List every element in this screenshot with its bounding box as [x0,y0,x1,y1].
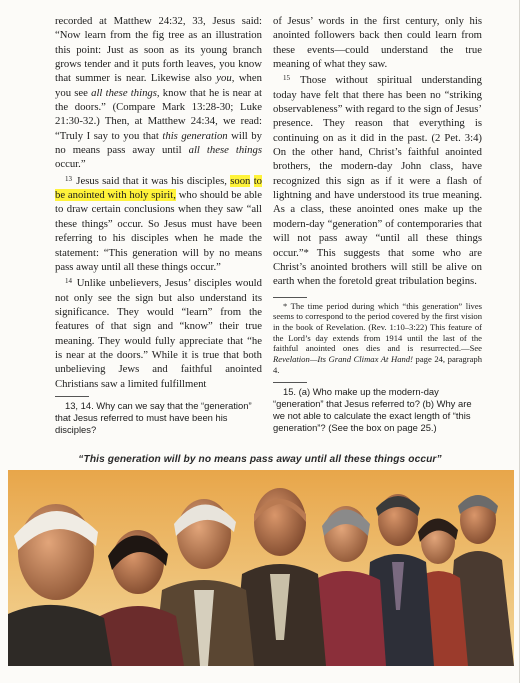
study-question-15: 15. (a) Who make up the modern-day “generation” that Jesus referred to? (b) Why are we not able to calculate the exact length of “this generation”? (See the box on page 25.) [273,386,472,434]
question-divider [273,382,307,383]
paragraph-14: $^{14}$ Unlike unbelievers, Jesus’ disciples would not only see the sign but also understand its significance. They would “learn” from the features of that sign and “know” their true meaning. They would fully appreciate that “he is near at the doors.” While it is true that both unbelieving Jews and faithful anointed Christians saw a limited fulfillment [55,277,262,390]
right-column [273,14,482,434]
paragraph-12-continued: recorded at Matthew 24:32, 33, Jesus said: “Now learn from the fig tree as an illustration this point: Just as soon as its young branch grows tender and it puts forth leaves, you know that summer is near. Likewise also you, when you see all these things, know that he is near at the doors.” (Compare Mark 13:28-30; Luke 21:30-32.) Then, at Matthew 24:34, we read: “Truly I say to you that this generation will by no means pass away until all these things occur.” [55,15,263,171]
footnote-divider [273,297,307,298]
paragraph-15: $^{15}$ Those without spiritual understanding today have felt that there has been no “striking observableness” with regard to the sign of Jesus’ presence. They reason that everything is continuing on as it did in the past. (2 Pet. 3:4) On the other hand, Christ’s faithful anointed brothers, the modern-day John class, have recognized this sign as if it were a flash of lightning and have understood its true meaning. As a class, these anointed ones make up the modern-day “generation” of contemporaries that will not pass away “until all these things occur.”* This suggests that some who are Christ’s anointed brothers will still be alive on earth when the foretold great tribulation begins. [273,74,482,288]
paragraph-number: 15 [283,74,290,83]
left-column [55,14,262,436]
illustration-caption: “This generation will by no means pass away until all these things occur” [78,454,442,465]
paragraph-14-continued: of Jesus’ words in the first century, only his anointed followers back then could learn from these events—could understand the true meaning of what they saw. [273,15,482,71]
paragraph-number: 14 [65,277,72,286]
paragraph-number: 13 [65,174,72,183]
study-question-13-14: 13, 14. Why can we say that the “generation” that Jesus referred to must have been his disciples? [55,399,252,435]
highlighted-text: soon [230,174,251,187]
illustration-group-of-people [8,470,514,666]
paragraph-13: $^{13}$ Jesus said that it was his disciples, soon to be anointed with holy spirit, who should be able to draw certain conclusions when they saw “all these things” occur. So Jesus must have been referring to his disciples when he made the statement: “This generation will by no means pass away until all these things occur.” [55,174,263,273]
question-divider [55,396,89,397]
footnote: * The time period during which “this generation” lives seems to correspond to the period covered by the first vision in the book of Revelation. (Rev. 1:10–3:22) This feature of the Lord’s day extends from 1914 until the last of the faithful anointed ones dies and is resurrected.—See Revelation—Its Grand Climax At Hand! page 24, paragraph 4. [273,300,482,375]
highlighted-text: to be anointed with holy spirit, [55,174,263,202]
